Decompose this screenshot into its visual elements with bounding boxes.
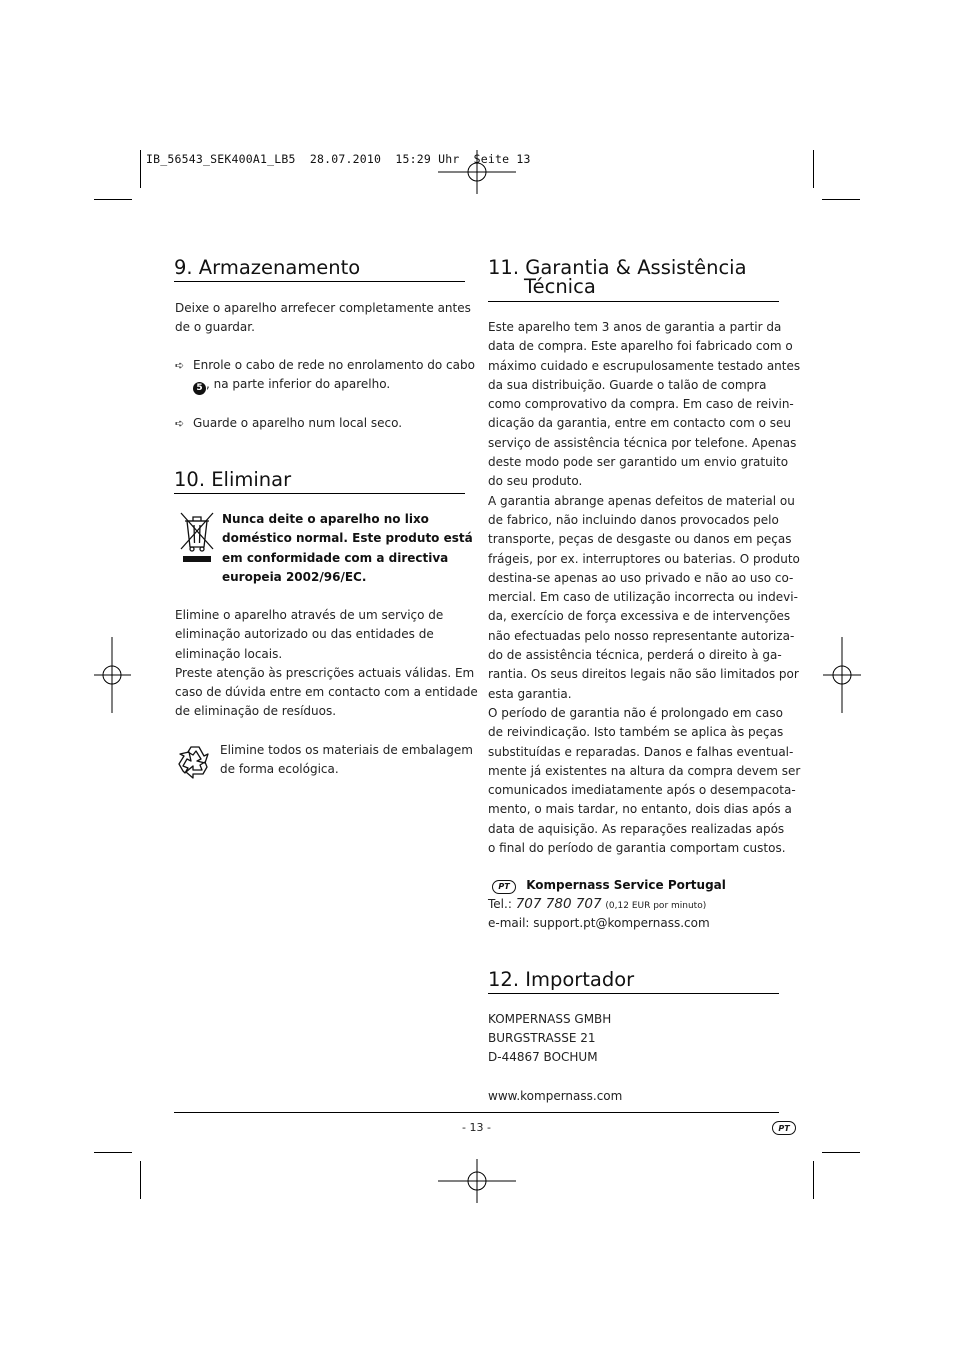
section-12-title: 12. Importador bbox=[488, 968, 635, 991]
section-11-line: da, exercício de força excessiva e de intervenções bbox=[488, 609, 791, 624]
address-line-2: BURGSTRASSE 21 bbox=[488, 1031, 596, 1045]
bullet-1-text-2: , na parte inferior do aparelho. bbox=[206, 377, 391, 391]
section-10-rule bbox=[174, 493, 465, 494]
section-11-line: como comprovativo da compra. Em caso de reivin- bbox=[488, 397, 794, 412]
section-11-line: comunicados imediatamente após o desempacota- bbox=[488, 783, 796, 798]
section-11-line: data de aquisição. As reparações realizadas após bbox=[488, 821, 785, 836]
cable-winder-number-icon: 5 bbox=[193, 382, 206, 395]
warning-line-2: doméstico normal. Este produto está bbox=[222, 531, 473, 545]
section-11-line: data de compra. Este aparelho foi fabricado com o bbox=[488, 339, 793, 354]
recycle-icon bbox=[175, 741, 215, 781]
section-10-line: caso de dúvida entre em contacto com a entidade bbox=[175, 685, 478, 700]
section-11-rule bbox=[488, 301, 779, 302]
section-11-line: não efectuadas pelo nosso representante autoriza- bbox=[488, 628, 795, 643]
section-11-line: mercial. Em caso de utilização incorrecta ou indevi- bbox=[488, 590, 798, 605]
section-9-bullet-1 bbox=[175, 356, 475, 375]
section-10-line: eliminação locais. bbox=[175, 646, 283, 661]
section-11-line: O período de garantia não é prolongado em caso bbox=[488, 705, 783, 720]
section-9-title: 9. Armazenamento bbox=[174, 256, 361, 279]
warning-line-1: Nunca deite o aparelho no lixo bbox=[222, 512, 429, 526]
section-11-body bbox=[488, 318, 800, 858]
address-line-3: D-44867 BOCHUM bbox=[488, 1050, 598, 1064]
section-11-line: de reivindicação. Isto também se aplica às peças bbox=[488, 725, 784, 740]
section-11-line: serviço de assistência técnica por telefone. Apenas bbox=[488, 435, 797, 450]
section-9-intro-line-2: de o guardar. bbox=[175, 320, 255, 334]
bullet-1-text: Enrole o cabo de rede no enrolamento do cabo bbox=[193, 358, 475, 372]
section-10-line: Preste atenção às prescrições actuais válidas. Em bbox=[175, 665, 475, 680]
section-10-line: eliminação autorizado ou das entidades de bbox=[175, 627, 434, 642]
warning-line-3: em conformidade com a directiva bbox=[222, 551, 449, 565]
section-11-line: A garantia abrange apenas defeitos de material ou bbox=[488, 493, 795, 508]
section-11-line: o final do período de garantia comportam custos. bbox=[488, 841, 786, 856]
website-link[interactable]: www.kompernass.com bbox=[488, 1089, 623, 1103]
section-11-line: de fabrico, não incluindo danos provocados pelo bbox=[488, 512, 779, 527]
section-11-title-line-1: 11. Garantia & Assistência bbox=[488, 256, 747, 279]
section-9-bullet-1-cont bbox=[193, 375, 390, 395]
section-11-line: destina-se apenas ao uso privado e não ao uso co- bbox=[488, 570, 794, 585]
pt-badge-icon: PT bbox=[492, 880, 516, 894]
section-11-line: deste modo pode ser garantido um envio gratuito bbox=[488, 455, 789, 470]
arrow-right-icon: ➪ bbox=[175, 417, 185, 430]
section-10-body bbox=[175, 606, 478, 722]
section-9-bullet-2 bbox=[175, 414, 402, 433]
page-number: - 13 - bbox=[462, 1121, 491, 1134]
section-9-rule bbox=[174, 281, 465, 282]
tel-label: Tel.: bbox=[488, 897, 512, 911]
section-11-line: do seu produto. bbox=[488, 474, 583, 489]
section-11-line: substituídas e reparadas. Danos e falhas eventual- bbox=[488, 744, 794, 759]
footer-rule bbox=[174, 1112, 779, 1113]
crossed-bin-icon bbox=[178, 509, 216, 565]
service-heading bbox=[492, 876, 726, 895]
bullet-2-text: Guarde o aparelho num local seco. bbox=[193, 416, 403, 430]
print-header: IB_56543_SEK400A1_LB5 28.07.2010 15:29 Uhr Seite 13 bbox=[146, 152, 531, 166]
section-10-title: 10. Eliminar bbox=[174, 468, 292, 491]
warning-line-4: europeia 2002/96/EC. bbox=[222, 570, 367, 584]
section-11-line: do de assistência técnica, perderá o direito à ga- bbox=[488, 648, 782, 663]
section-11-line: Este aparelho tem 3 anos de garantia a partir da bbox=[488, 320, 782, 334]
section-11-line: máximo cuidado e escrupulosamente testado antes bbox=[488, 358, 801, 373]
service-name: Kompernass Service Portugal bbox=[526, 878, 726, 892]
section-11-line: esta garantia. bbox=[488, 686, 572, 701]
recycle-line-2: de forma ecológica. bbox=[220, 762, 339, 776]
recycle-line-1: Elimine todos os materiais de embalagem bbox=[220, 743, 473, 757]
arrow-right-icon: ➪ bbox=[175, 359, 185, 372]
section-10-line: de eliminação de resíduos. bbox=[175, 704, 337, 719]
section-11-line: mente já existentes na altura da compra devem ser bbox=[488, 763, 801, 778]
section-11-line: transporte, peças de desgaste ou danos em peças bbox=[488, 532, 792, 547]
footer-lang-badge: PT bbox=[772, 1121, 796, 1135]
section-11-line: dicação da garantia, entre em contacto com o seu bbox=[488, 416, 792, 431]
section-11-title-line-2: Técnica bbox=[524, 275, 596, 298]
service-email[interactable]: e-mail: support.pt@kompernass.com bbox=[488, 916, 710, 930]
tel-number[interactable]: 707 780 707 bbox=[515, 896, 602, 912]
tel-cost: (0,12 EUR por minuto) bbox=[605, 901, 707, 911]
section-12-rule bbox=[488, 993, 779, 994]
section-10-line: Elimine o aparelho através de um serviço de bbox=[175, 608, 444, 622]
section-11-line: rantia. Os seus direitos legais não são limitados por bbox=[488, 667, 799, 682]
section-11-line: da sua distribuição. Guarde o talão de compra bbox=[488, 377, 767, 392]
section-11-line: frágeis, por ex. interruptores ou baterias. O produto bbox=[488, 551, 800, 566]
address-line-1: KOMPERNASS GMBH bbox=[488, 1012, 612, 1026]
section-11-line: mento, o mais tardar, no entanto, dois dias após a bbox=[488, 802, 792, 817]
section-9-intro-line-1: Deixe o aparelho arrefecer completamente antes bbox=[175, 301, 471, 315]
